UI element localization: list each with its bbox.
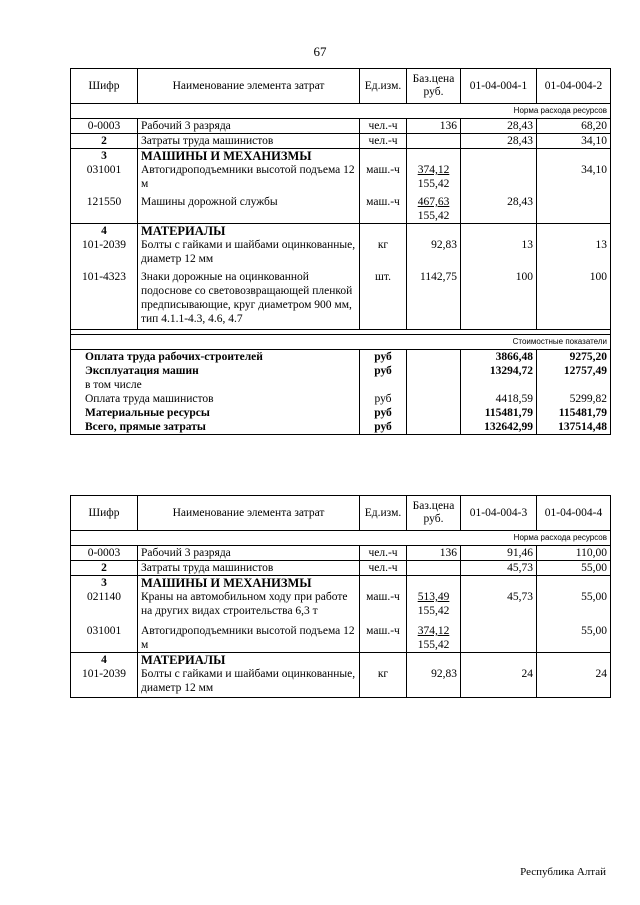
row-code: 021140 <box>71 590 138 624</box>
row-value-1: 45,73 <box>461 590 537 624</box>
header-name: Наименование элемента затрат <box>138 69 360 104</box>
table-row <box>71 238 611 266</box>
row-unit: шт. <box>360 266 407 330</box>
section-code: 4 <box>71 653 138 668</box>
row-price <box>407 163 461 191</box>
row-value-2: 100 <box>537 266 611 330</box>
header-unit: Ед.изм. <box>360 69 407 104</box>
page-number: 67 <box>313 44 327 59</box>
cost-value-2: 9275,20 <box>537 350 611 365</box>
row-name: Машины дорожной службы <box>138 191 360 224</box>
row-value-2 <box>537 191 611 224</box>
cost-value-2: 5299,82 <box>537 392 611 406</box>
row-unit: чел.-ч <box>360 119 407 134</box>
price-top: 374,12 <box>417 164 450 176</box>
row-name: Рабочий 3 разряда <box>138 546 360 561</box>
row-name: Затраты труда машинистов <box>138 134 360 149</box>
table-header-row <box>71 69 611 104</box>
row-value-2: 55,00 <box>537 624 611 653</box>
row-unit: чел.-ч <box>360 134 407 149</box>
cost-value-1: 13294,72 <box>461 364 537 378</box>
row-value-2: 34,10 <box>537 134 611 149</box>
section-title: МАШИНЫ И МЕХАНИЗМЫ <box>138 576 360 591</box>
row-value-1: 45,73 <box>461 561 537 576</box>
table-row <box>71 561 611 576</box>
cost-row <box>71 406 611 420</box>
row-code: 101-4323 <box>71 266 138 330</box>
row-name: Болты с гайками и шайбами оцинкованные, диаметр 12 мм <box>138 238 360 266</box>
row-name: Болты с гайками и шайбами оцинкованные, диаметр 12 мм <box>138 667 360 698</box>
row-value-2: 34,10 <box>537 163 611 191</box>
row-code: 121550 <box>71 191 138 224</box>
price-top: 467,63 <box>417 196 450 208</box>
header-price: Баз.цена руб. <box>407 69 461 104</box>
table-row <box>71 667 611 698</box>
header-col2: 01-04-004-2 <box>537 69 611 104</box>
section-row <box>71 653 611 668</box>
row-value-2: 55,00 <box>537 561 611 576</box>
row-unit: кг <box>360 667 407 698</box>
row-name: Автогидроподъемники высотой подъема 12 м <box>138 163 360 191</box>
price-top: 374,12 <box>417 625 450 637</box>
cost-unit: руб <box>360 406 407 420</box>
row-value-2: 24 <box>537 667 611 698</box>
cost-value-1: 3866,48 <box>461 350 537 365</box>
cost-value-1: 132642,99 <box>461 420 537 435</box>
row-unit: кг <box>360 238 407 266</box>
section-row <box>71 149 611 164</box>
table-row <box>71 266 611 330</box>
row-name: Автогидроподъемники высотой подъема 12 м <box>138 624 360 653</box>
header-col1: 01-04-004-3 <box>461 496 537 531</box>
row-value-1: 28,43 <box>461 134 537 149</box>
table-row <box>71 624 611 653</box>
row-unit: маш.-ч <box>360 191 407 224</box>
row-price <box>407 561 461 576</box>
cost-row <box>71 378 611 392</box>
row-value-1: 28,43 <box>461 119 537 134</box>
cost-name: Оплата труда машинистов <box>71 392 360 406</box>
row-price <box>407 191 461 224</box>
row-name: Затраты труда машинистов <box>138 561 360 576</box>
table-row <box>71 119 611 134</box>
cost-label: Стоимостные показатели <box>71 335 611 350</box>
table-row <box>71 590 611 624</box>
row-value-2: 110,00 <box>537 546 611 561</box>
section-row <box>71 224 611 239</box>
footer-region: Республика Алтай <box>520 866 606 878</box>
price-bottom: 155,42 <box>417 178 450 190</box>
row-price: 92,83 <box>407 667 461 698</box>
cost-unit: руб <box>360 420 407 435</box>
cost-row <box>71 392 611 406</box>
row-unit: маш.-ч <box>360 624 407 653</box>
cost-name: Всего, прямые затраты <box>71 420 360 435</box>
header-name: Наименование элемента затрат <box>138 496 360 531</box>
row-code: 2 <box>71 134 138 149</box>
row-name: Рабочий 3 разряда <box>138 119 360 134</box>
section-row <box>71 576 611 591</box>
resource-table-2 <box>70 495 611 698</box>
norm-label: Норма расхода ресурсов <box>71 104 611 119</box>
row-value-1: 24 <box>461 667 537 698</box>
row-value-2: 55,00 <box>537 590 611 624</box>
header-unit: Ед.изм. <box>360 496 407 531</box>
header-price: Баз.цена руб. <box>407 496 461 531</box>
cost-row <box>71 364 611 378</box>
row-unit: маш.-ч <box>360 590 407 624</box>
cost-unit: руб <box>360 364 407 378</box>
section-code: 4 <box>71 224 138 239</box>
price-bottom: 155,42 <box>417 210 450 222</box>
cost-name: Эксплуатация машин <box>71 364 360 378</box>
header-code: Шифр <box>71 69 138 104</box>
row-code: 101-2039 <box>71 667 138 698</box>
row-unit: чел.-ч <box>360 561 407 576</box>
cost-row <box>71 420 611 435</box>
row-value-2: 13 <box>537 238 611 266</box>
cost-value-2: 115481,79 <box>537 406 611 420</box>
price-top: 513,49 <box>417 591 450 603</box>
table-row <box>71 134 611 149</box>
section-title: МАТЕРИАЛЫ <box>138 224 360 239</box>
row-unit: чел.-ч <box>360 546 407 561</box>
row-price: 136 <box>407 546 461 561</box>
header-col2: 01-04-004-4 <box>537 496 611 531</box>
row-code: 2 <box>71 561 138 576</box>
row-value-1: 100 <box>461 266 537 330</box>
cost-unit: руб <box>360 392 407 406</box>
table-row <box>71 191 611 224</box>
cost-value-1: 115481,79 <box>461 406 537 420</box>
cost-name: в том числе <box>71 378 360 392</box>
row-value-1: 91,46 <box>461 546 537 561</box>
section-title: МАТЕРИАЛЫ <box>138 653 360 668</box>
row-unit: маш.-ч <box>360 163 407 191</box>
row-value-1: 13 <box>461 238 537 266</box>
row-price: 92,83 <box>407 238 461 266</box>
row-code: 031001 <box>71 624 138 653</box>
table-row <box>71 546 611 561</box>
row-name: Знаки дорожные на оцинкованной подоснове со световозвращающей пленкой предписывающие, круг диаметром 900 мм, тип 4.1.1-4.3, 4.6, 4.7 <box>138 266 360 330</box>
section-title: МАШИНЫ И МЕХАНИЗМЫ <box>138 149 360 164</box>
resource-table-1 <box>70 68 611 435</box>
cost-name: Материальные ресурсы <box>71 406 360 420</box>
header-code: Шифр <box>71 496 138 531</box>
price-bottom: 155,42 <box>417 605 450 617</box>
row-code: 031001 <box>71 163 138 191</box>
table-header-row <box>71 496 611 531</box>
row-price <box>407 134 461 149</box>
row-name: Краны на автомобильном ходу при работе на других видах строительства 6,3 т <box>138 590 360 624</box>
table-row <box>71 163 611 191</box>
row-price: 136 <box>407 119 461 134</box>
row-value-1 <box>461 624 537 653</box>
cost-value-1: 4418,59 <box>461 392 537 406</box>
row-code: 101-2039 <box>71 238 138 266</box>
row-value-1: 28,43 <box>461 191 537 224</box>
section-code: 3 <box>71 576 138 591</box>
cost-unit: руб <box>360 350 407 365</box>
cost-value-2: 137514,48 <box>537 420 611 435</box>
cost-row <box>71 350 611 365</box>
header-col1: 01-04-004-1 <box>461 69 537 104</box>
row-price <box>407 624 461 653</box>
row-price <box>407 590 461 624</box>
row-value-1 <box>461 163 537 191</box>
price-bottom: 155,42 <box>417 639 450 651</box>
row-price: 1142,75 <box>407 266 461 330</box>
section-code: 3 <box>71 149 138 164</box>
row-value-2: 68,20 <box>537 119 611 134</box>
row-code: 0-0003 <box>71 546 138 561</box>
cost-value-2: 12757,49 <box>537 364 611 378</box>
cost-name: Оплата труда рабочих-строителей <box>71 350 360 365</box>
row-code: 0-0003 <box>71 119 138 134</box>
norm-label: Норма расхода ресурсов <box>71 531 611 546</box>
